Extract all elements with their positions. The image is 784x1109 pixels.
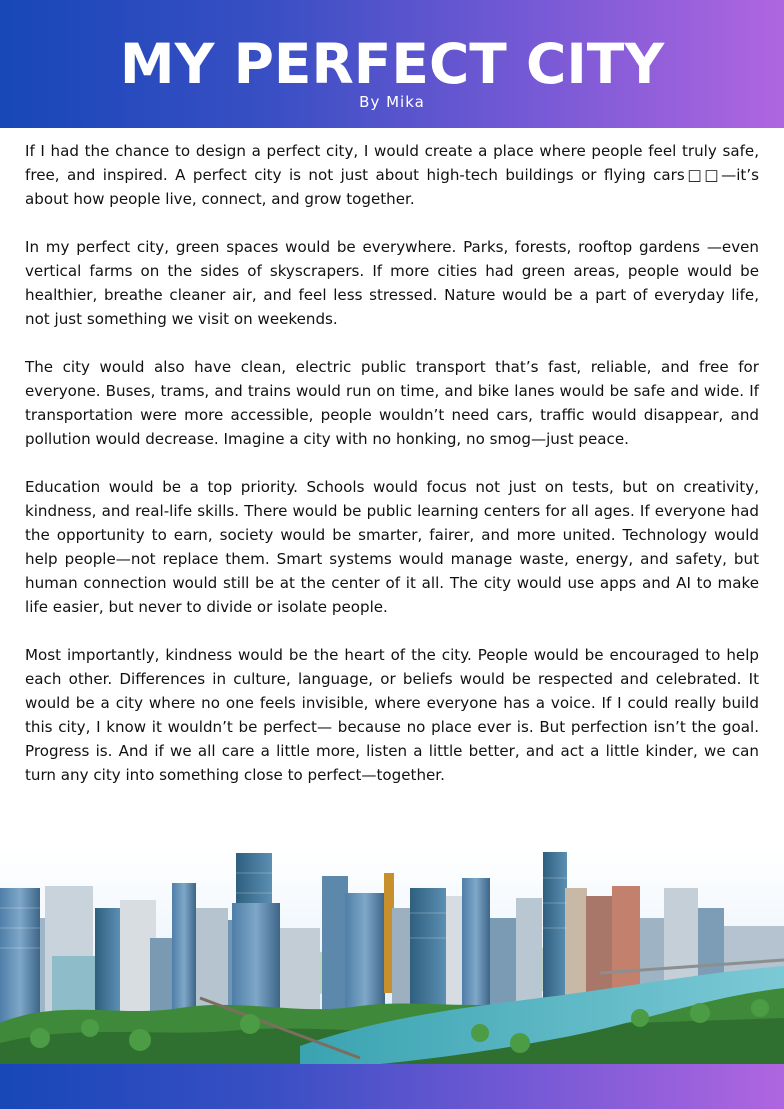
page-title: MY PERFECT CITY [119,32,665,96]
city-skyline-image [0,848,784,1064]
essay-body [25,139,759,811]
title-banner [0,0,784,128]
paragraph-intro: If I had the chance to design a perfect city, I would create a place where people feel truly safe, free, and inspired. A perfect city is not just about high-tech buildings or flying cars□□—it’s about how people live, connect, and grow together. [25,142,759,208]
paragraph-transport: The city would also have clean, electric public transport that’s fast, reliable, and free for everyone. Buses, trams, and trains would run on time, and bike lanes would be safe and wide. If transportation were more accessible, people wouldn’t need cars, traffic would disappear, and pollution would decrease. Imagine a city with no honking, no smog—just peace. [25,358,759,448]
paragraph-kindness: Most importantly, kindness would be the heart of the city. People would be encouraged to help each other. Differences in culture, language, or beliefs would be respected and celebrated. It would be a city where no one feels invisible, where everyone has a voice. If I could really build this city, I know it wouldn’t be perfect— because no place ever is. But perfection isn’t the goal. Progress is. And if we all care a little more, listen a little better, and act a little kinder, we can turn any city into something close to perfect—together. [25,646,759,784]
footer-banner [0,1064,784,1109]
paragraph-education: Education would be a top priority. Schools would focus not just on tests, but on creativity, kindness, and real-life skills. There would be public learning centers for all ages. If everyone had the opportunity to earn, society would be smarter, fairer, and more united. Technology would help people—not replace them. Smart systems would manage waste, energy, and safety, but human connection would still be at the center of it all. The city would use apps and AI to make life easier, but never to divide or isolate people. [25,478,759,616]
paragraph-green-spaces: In my perfect city, green spaces would be everywhere. Parks, forests, rooftop gardens —even vertical farms on the sides of skyscrapers. If more cities had green areas, people would be healthier, breathe cleaner air, and feel less stressed. Nature would be a part of everyday life, not just something we visit on weekends. [25,238,759,328]
author-byline: By Mika [359,93,425,111]
